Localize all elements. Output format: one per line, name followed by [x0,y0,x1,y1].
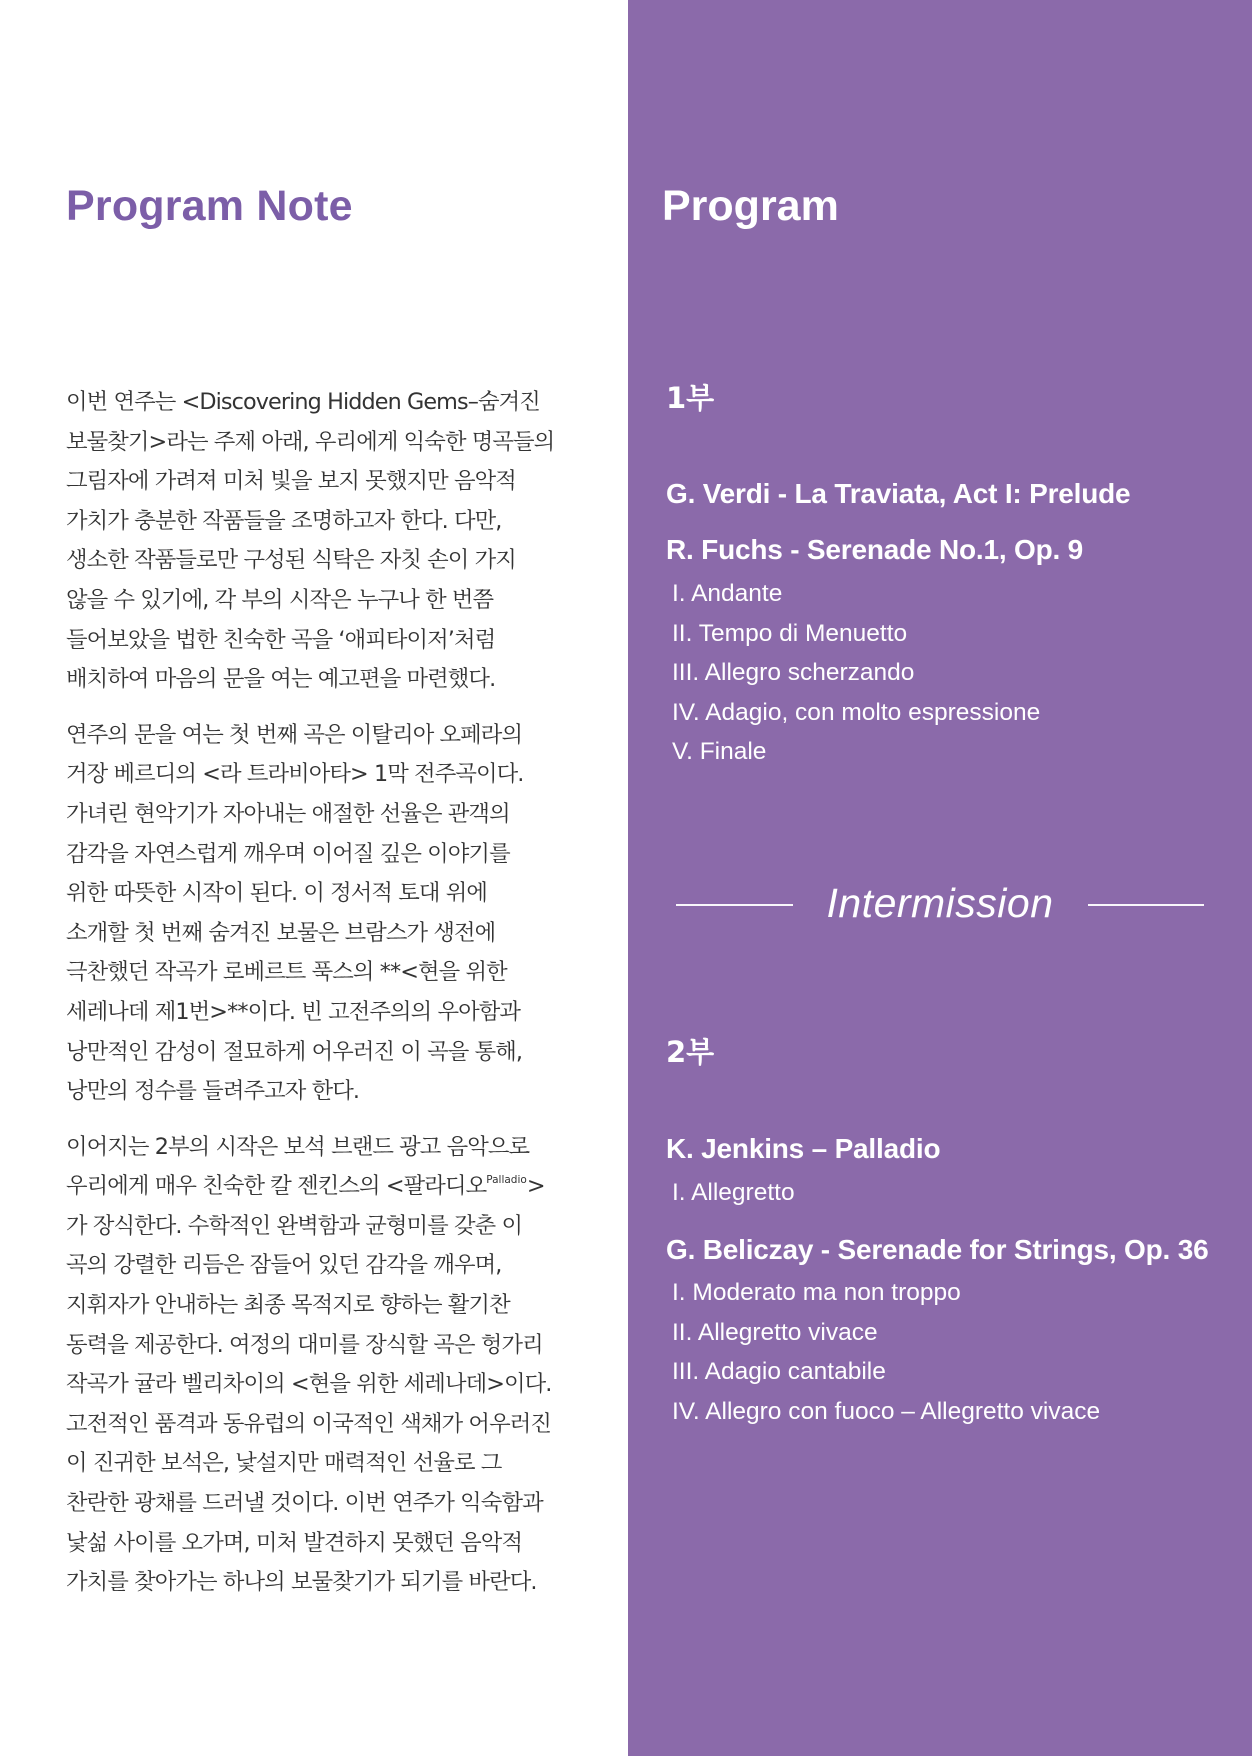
work-verdi-title: G. Verdi - La Traviata, Act I: Prelude [666,478,1131,509]
note-line: 그림자에 가려져 미처 빛을 보지 못했지만 음악적 [66,468,516,495]
movement-item: II. Allegretto vivace [672,1318,878,1346]
intermission-label: Intermission [826,880,1054,926]
note-line: 지휘자가 안내하는 최종 목적지로 향하는 활기찬 [66,1292,510,1319]
palladio-superscript: Palladio [486,1174,527,1187]
note-line: 찬란한 광채를 드러낼 것이다. 이번 연주가 익숙함과 [66,1490,543,1517]
movement-item: IV. Adagio, con molto espressione [672,698,1041,726]
movement-item: III. Adagio cantabile [672,1358,886,1386]
note-line: 생소한 작품들로만 구성된 식탁은 자칫 손이 가지 [66,547,516,574]
note-line: 가녀린 현악기가 자아내는 애절한 선율은 관객의 [66,800,510,827]
note-line: 이어지는 2부의 시작은 보석 브랜드 광고 음악으로 [66,1133,530,1160]
work-beliczay-title: G. Beliczay - Serenade for Strings, Op. 36 [666,1234,1209,1265]
note-line: 가치가 충분한 작품들을 조명하고자 한다. 다만, [66,507,502,534]
note-paragraph-1 [66,383,586,700]
movement-item: III. Allegro scherzando [672,659,915,687]
work-fuchs-title: R. Fuchs - Serenade No.1, Op. 9 [666,534,1084,565]
note-line: 가 장식한다. 수학적인 완벽함과 균형미를 갖춘 이 [66,1212,523,1239]
note-line: 이번 연주는 <Discovering Hidden Gems–숨겨진 [66,389,540,415]
work-jenkins-title: K. Jenkins – Palladio [666,1133,941,1164]
intermission-divider [676,876,1204,932]
program-note-body [66,383,586,1619]
note-line: 위한 따뜻한 시작이 된다. 이 정서적 토대 위에 [66,880,487,907]
program-note-title: Program Note [66,182,353,230]
note-line: 연주의 문을 여는 첫 번째 곡은 이탈리아 오페라의 [66,721,523,748]
movement-item: I. Moderato ma non troppo [672,1279,961,1306]
note-line: 들어보았을 법한 친숙한 곡을 ‘애피타이저’처럼 [66,626,496,653]
note-line: 동력을 제공한다. 여정의 대미를 장식할 곡은 헝가리 [66,1331,543,1358]
note-line: 보물찾기>라는 주제 아래, 우리에게 익숙한 명곡들의 [66,428,555,455]
fuchs-movements-list [672,574,1040,772]
note-paragraph-2 [66,716,586,1112]
note-line: 곡의 강렬한 리듬은 잠들어 있던 감각을 깨우며, [66,1252,502,1279]
note-line-with-superscript [66,1167,586,1207]
note-line: 작곡가 귤라 벨리차이의 <현을 위한 세레나데>이다. [66,1371,552,1398]
movement-item: V. Finale [672,738,767,766]
beliczay-movements-list [672,1273,1100,1431]
program-title: Program [662,182,839,230]
note-line-text: > [526,1173,545,1200]
part-1-label: 1부 [666,381,715,415]
movement-item: IV. Allegro con fuoco – Allegretto vivace [672,1397,1101,1425]
note-line: 낯섦 사이를 오가며, 미처 발견하지 못했던 음악적 [66,1529,523,1556]
movement-item: I. Allegretto [672,1179,795,1206]
note-line: 이 진귀한 보석은, 낯설지만 매력적인 선율로 그 [66,1450,502,1477]
note-line: 거장 베르디의 <라 트라비아타> 1막 전주곡이다. [66,761,524,788]
movement-item: I. Andante [672,580,783,607]
note-line-text: 우리에게 매우 친숙한 칼 젠킨스의 <팔라디오 [66,1173,487,1200]
note-line: 감각을 자연스럽게 깨우며 이어질 깊은 이야기를 [66,840,510,867]
note-line: 낭만의 정수를 들려주고자 한다. [66,1078,360,1105]
note-line: 고전적인 품격과 동유럽의 이국적인 색채가 어우러진 [66,1410,551,1437]
part-2-label: 2부 [666,1035,715,1069]
movement-item: II. Tempo di Menuetto [672,619,908,647]
note-paragraph-3 [66,1128,586,1603]
intermission-rule-right [1088,904,1204,906]
note-line: 세레나데 제1번>**이다. 빈 고전주의의 우아함과 [66,998,521,1025]
note-line: 가치를 찾아가는 하나의 보물찾기가 되기를 바란다. [66,1569,537,1596]
note-line: 배치하여 마음의 문을 여는 예고편을 마련했다. [66,666,496,693]
note-line: 낭만적인 감성이 절묘하게 어우러진 이 곡을 통해, [66,1038,523,1065]
jenkins-movements-list [672,1173,795,1213]
note-line: 소개할 첫 번째 숨겨진 보물은 브람스가 생전에 [66,919,496,946]
note-line: 않을 수 있기에, 각 부의 시작은 누구나 한 번쯤 [66,586,494,613]
note-line: 극찬했던 작곡가 로베르트 푹스의 **<현을 위한 [66,959,507,986]
